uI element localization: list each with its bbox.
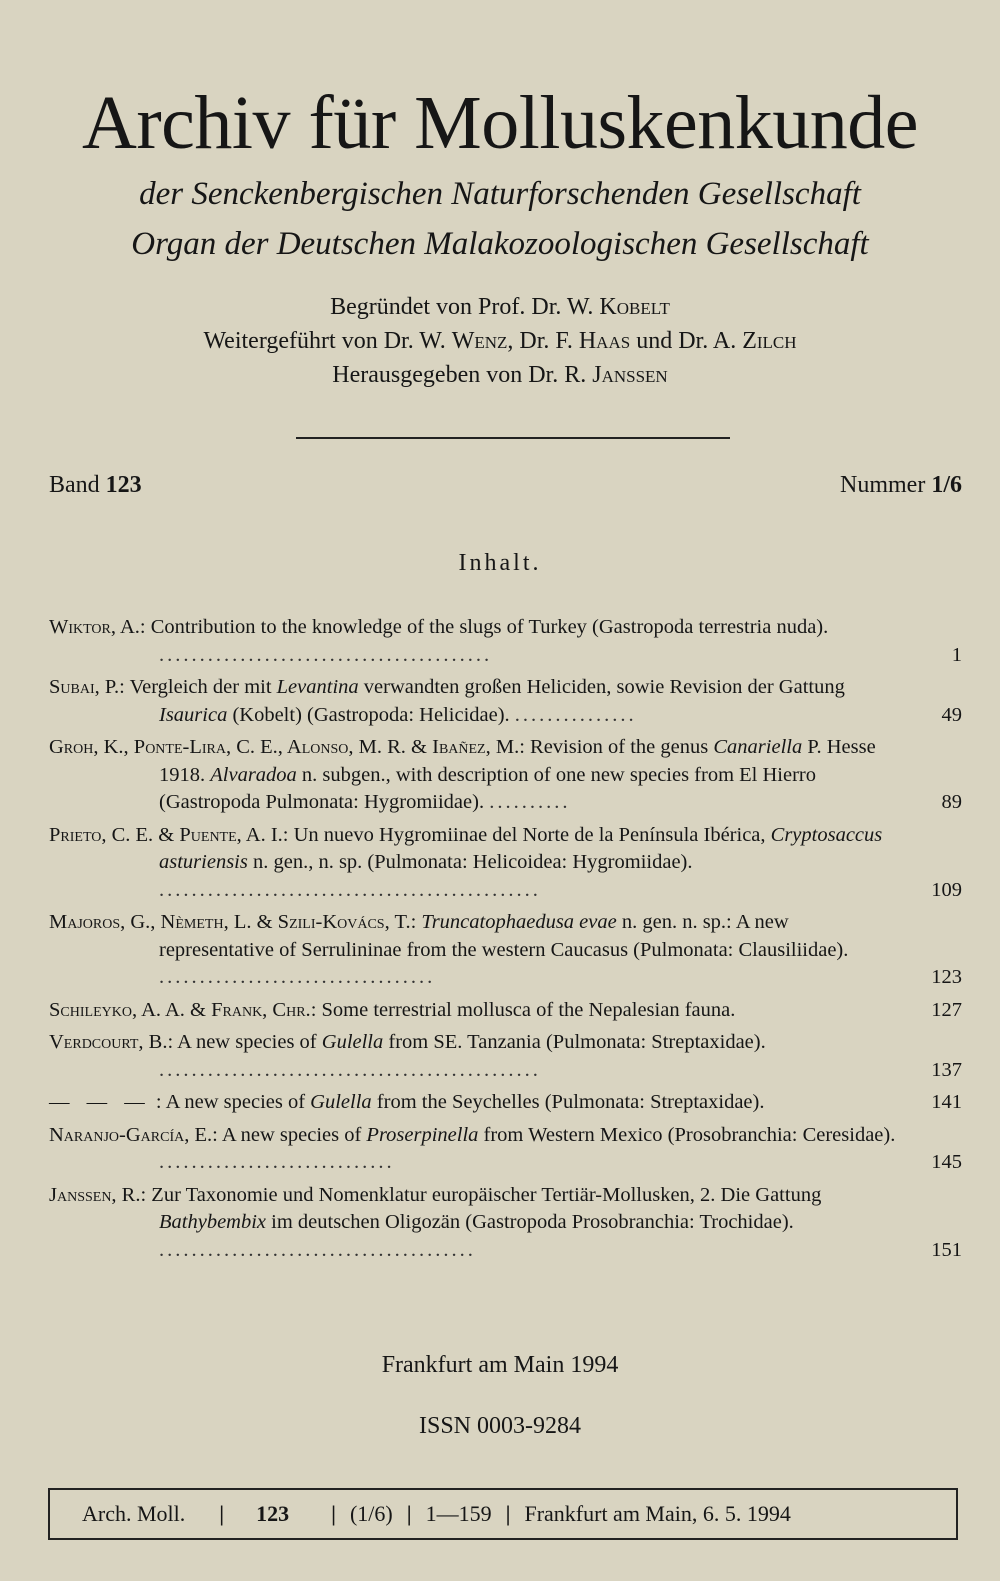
divider-rule [296, 437, 730, 439]
citation-box [48, 1488, 958, 1540]
citation-issue: (1/6) [349, 1501, 393, 1526]
toc-page-number: 145 [931, 1151, 962, 1173]
toc-page-number: 49 [941, 703, 962, 726]
nummer-label: Nummer 1/6 [840, 472, 962, 498]
citation-volume: 123 [256, 1501, 290, 1526]
toc-page-number: 151 [931, 1238, 962, 1261]
toc-page-number: 1 [951, 643, 962, 666]
editors-credits [0, 290, 1000, 392]
toc-entry: Wiktor, A.: Contribution to the knowledge of the slugs of Turkey (Gastropoda terrestria nuda). ......................................... 1 [49, 614, 962, 669]
toc-page-number: 141 [931, 1091, 962, 1113]
editor-line: Herausgegeben von Dr. R. Janssen [332, 362, 668, 388]
toc-page-number: 109 [931, 878, 962, 901]
toc-page-number: 127 [931, 998, 962, 1021]
citation-abbr: Arch. Moll. [82, 1501, 186, 1526]
journal-subtitle-2: Organ der Deutschen Malakozoologischen Gesellschaft [131, 226, 869, 262]
band-number-row [49, 472, 962, 499]
contents-heading: Inhalt. [458, 550, 542, 576]
toc-page-number: 123 [931, 966, 962, 988]
continued-line: Weitergeführt von Dr. W. Wenz, Dr. F. Haas und Dr. A. Zilch [203, 328, 797, 354]
journal-title: Archiv für Molluskenkunde [81, 81, 918, 165]
toc-entry: Verdcourt, B.: A new species of Gulella from SE. Tanzania (Pulmonata: Streptaxidae). ............................................... 137 [49, 1029, 962, 1084]
band-label: Band 123 [49, 472, 142, 498]
journal-subtitle-1: der Senckenbergischen Naturforschenden Gesellschaft [139, 176, 861, 212]
table-of-contents [49, 614, 962, 1269]
toc-entry: Majoros, G., Nèmeth, L. & Szili-Kovács, T.: Truncatophaedusa evae n. gen. n. sp.: A new representative of Serrulininae from the western Caucasus (Pulmonata: Clausiliidae). .................................. 123 [49, 909, 962, 992]
citation-separator: | [219, 1501, 225, 1526]
toc-entry: Naranjo-García, E.: A new species of Proserpinella from Western Mexico (Prosobranchia: Ceresidae). ............................. 145 [49, 1122, 962, 1177]
citation-separator: | [331, 1501, 336, 1526]
toc-entry: Prieto, C. E. & Puente, A. I.: Un nuevo Hygromiinae del Norte de la Península Ibérica, Cryptosaccus asturiensis n. gen., n. sp. (Pulmonata: Helicoidea: Hygromiidae). ............................................... 109 [49, 822, 962, 905]
issn: ISSN 0003-9284 [418, 1413, 581, 1439]
publication-place: Frankfurt am Main 1994 [381, 1352, 619, 1378]
toc-entry: Subai, P.: Vergleich der mit Levantina verwandten großen Heliciden, sowie Revision der Gattung Isaurica (Kobelt) (Gastropoda: Helicidae). ............... 49 [49, 674, 962, 729]
toc-page-number: 137 [931, 1058, 962, 1081]
citation-separator: | [505, 1501, 511, 1526]
citation-place-date: Frankfurt am Main, 6. 5. 1994 [524, 1501, 791, 1526]
toc-page-number: 89 [941, 791, 962, 813]
citation-separator: | [406, 1501, 412, 1526]
founder-line: Begründet von Prof. Dr. W. Kobelt [330, 294, 670, 320]
toc-entry: — — — : A new species of Gulella from the Seychelles (Pulmonata: Streptaxidae). 141 [49, 1089, 962, 1117]
toc-entry: Janssen, R.: Zur Taxonomie und Nomenklatur europäischer Tertiär-Mollusken, 2. Die Gattung Bathybembix im deutschen Oligozän (Gastropoda Prosobranchia: Trochidae). ....................................... 151 [49, 1182, 962, 1265]
toc-entry: Groh, K., Ponte-Lira, C. E., Alonso, M. R. & Ibañez, M.: Revision of the genus Canariella P. Hesse 1918. Alvaradoa n. subgen., with description of one new species from El Hierro (Gastropoda Pulmonata: Hygromiidae). .......... 89 [49, 734, 962, 817]
toc-entry: Schileyko, A. A. & Frank, Chr.: Some terrestrial mollusca of the Nepalesian fauna. 127 [49, 997, 962, 1025]
citation-pages: 1—159 [425, 1501, 492, 1526]
